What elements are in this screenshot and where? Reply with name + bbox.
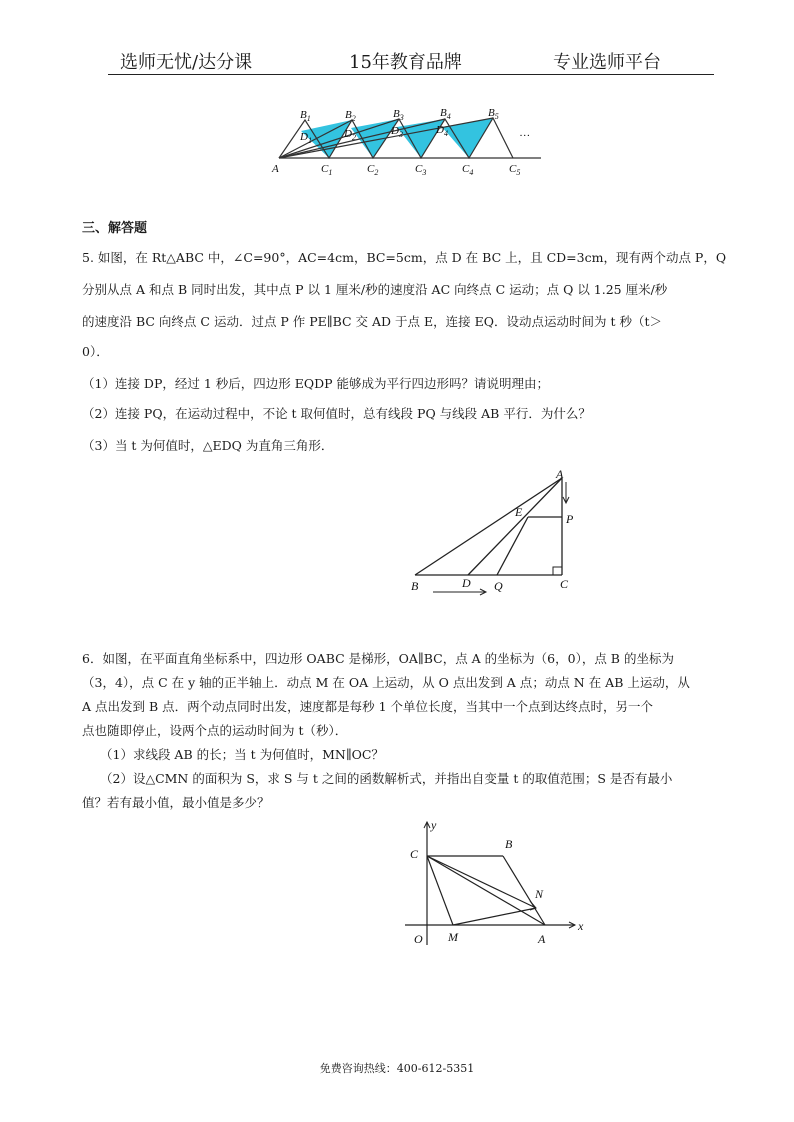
- q6-sub1: （1）求线段 AB 的长；当 t 为何值时，MN∥OC？: [100, 747, 384, 762]
- label-B1: $B_1$: [300, 109, 311, 123]
- q5-sub3: （3）当 t 为何值时，△EDQ 为直角三角形．: [82, 438, 334, 453]
- label-C3: $C_3$: [415, 163, 427, 177]
- shaded-region-4: [442, 118, 493, 158]
- label-C5: $C_5$: [509, 163, 521, 177]
- q6-label-B: B: [505, 837, 513, 851]
- q6-label-x: x: [578, 919, 584, 933]
- label-D2: $D_2$: [344, 128, 356, 142]
- label-B2: $B_2$: [345, 109, 356, 123]
- label-A: A: [272, 163, 279, 175]
- figure-top-labels: [271, 108, 530, 177]
- label-B5: $B_5$: [488, 108, 499, 121]
- label-C4: $C_4$: [462, 163, 474, 177]
- q6-line3: A 点出发到 B 点．两个动点同时出发，速度都是每秒 1 个单位长度，当其中一个点到达终点时，另一个: [82, 699, 654, 714]
- footer-hotline: 免费咨询热线：400-612-5351: [319, 1062, 475, 1075]
- q5-label-E: E: [515, 505, 523, 519]
- q5-label-A: A: [556, 467, 564, 481]
- q6-label-C: C: [410, 847, 419, 861]
- q6-line2: （3，4），点 C 在 y 轴的正半轴上．动点 M 在 OA 上运动，从 O 点出发到 A 点；动点 N 在 AB 上运动，从: [82, 675, 690, 690]
- label-D1: $D_1$: [300, 131, 312, 145]
- label-C1: $C_1$: [321, 163, 333, 177]
- figure-q6-coordinate: [400, 812, 600, 952]
- label-B3: $B_3$: [393, 108, 404, 122]
- figure-q5-triangle: [400, 462, 620, 602]
- section-title: 三、解答题: [82, 221, 148, 236]
- q5-sub1: （1）连接 DP，经过 1 秒后，四边形 EQDP 能够成为平行四边形吗？请说明理由；: [82, 376, 550, 391]
- label-D4: $D_4$: [436, 124, 448, 138]
- q5-label-Q: Q: [494, 579, 503, 593]
- q6-label-N: N: [535, 887, 544, 901]
- q6-label-M: M: [448, 930, 458, 944]
- q5-line4: 0）．: [82, 344, 109, 359]
- q5-label-D: D: [462, 576, 471, 590]
- header-left: 选师无忧/达分课: [120, 52, 253, 73]
- q5-line2: 分别从点 A 和点 B 同时出发，其中点 P 以 1 厘米/秒的速度沿 AC 向终点 C 运动；点 Q 以 1.25 厘米/秒: [82, 282, 668, 297]
- q6-sub2: （2）设△CMN 的面积为 S，求 S 与 t 之间的函数解析式，并指出自变量 t 的取值范围；S 是否有最小: [100, 771, 673, 786]
- q5-line1: 5. 如图，在 Rt△ABC 中，∠C=90°，AC=4cm，BC=5cm，点 D 在 BC 上，且 CD=3cm，现有两个动点 P，Q: [82, 250, 727, 265]
- label-ellipsis: …: [520, 127, 530, 139]
- q5-label-B: B: [411, 579, 419, 593]
- q5-label-C: C: [560, 577, 569, 591]
- q6-line1: 6．如图，在平面直角坐标系中，四边形 OABC 是梯形，OA∥BC，点 A 的坐标为（6，0），点 B 的坐标为: [82, 651, 674, 666]
- header-right: 专业选师平台: [553, 52, 661, 73]
- q5-sub2: （2）连接 PQ，在运动过程中，不论 t 取何值时，总有线段 PQ 与线段 AB 平行．为什么？: [82, 406, 591, 421]
- q6-label-y: y: [431, 818, 437, 832]
- header-rule: [108, 74, 714, 75]
- q6-sub2b: 值？若有最小值，最小值是多少？: [82, 795, 270, 810]
- shaded-regions: [301, 118, 493, 158]
- label-B4: $B_4$: [440, 108, 451, 121]
- triangle-outlines: [279, 118, 541, 158]
- header-center: 15年教育品牌: [349, 52, 462, 73]
- q5-line3: 的速度沿 BC 向终点 C 运动．过点 P 作 PE∥BC 交 AD 于点 E，连接 EQ．设动点运动时间为 t 秒（t＞: [82, 314, 662, 329]
- label-D3: $D_3$: [391, 125, 403, 139]
- page-header: [0, 48, 794, 74]
- q6-label-A: A: [538, 932, 546, 946]
- label-C2: $C_2$: [367, 163, 379, 177]
- q6-line4: 点也随即停止，设两个点的运动时间为 t（秒）．: [82, 723, 348, 738]
- q5-label-P: P: [566, 512, 574, 526]
- figure-triangle-chain: [0, 108, 794, 178]
- q6-label-O: O: [414, 932, 423, 946]
